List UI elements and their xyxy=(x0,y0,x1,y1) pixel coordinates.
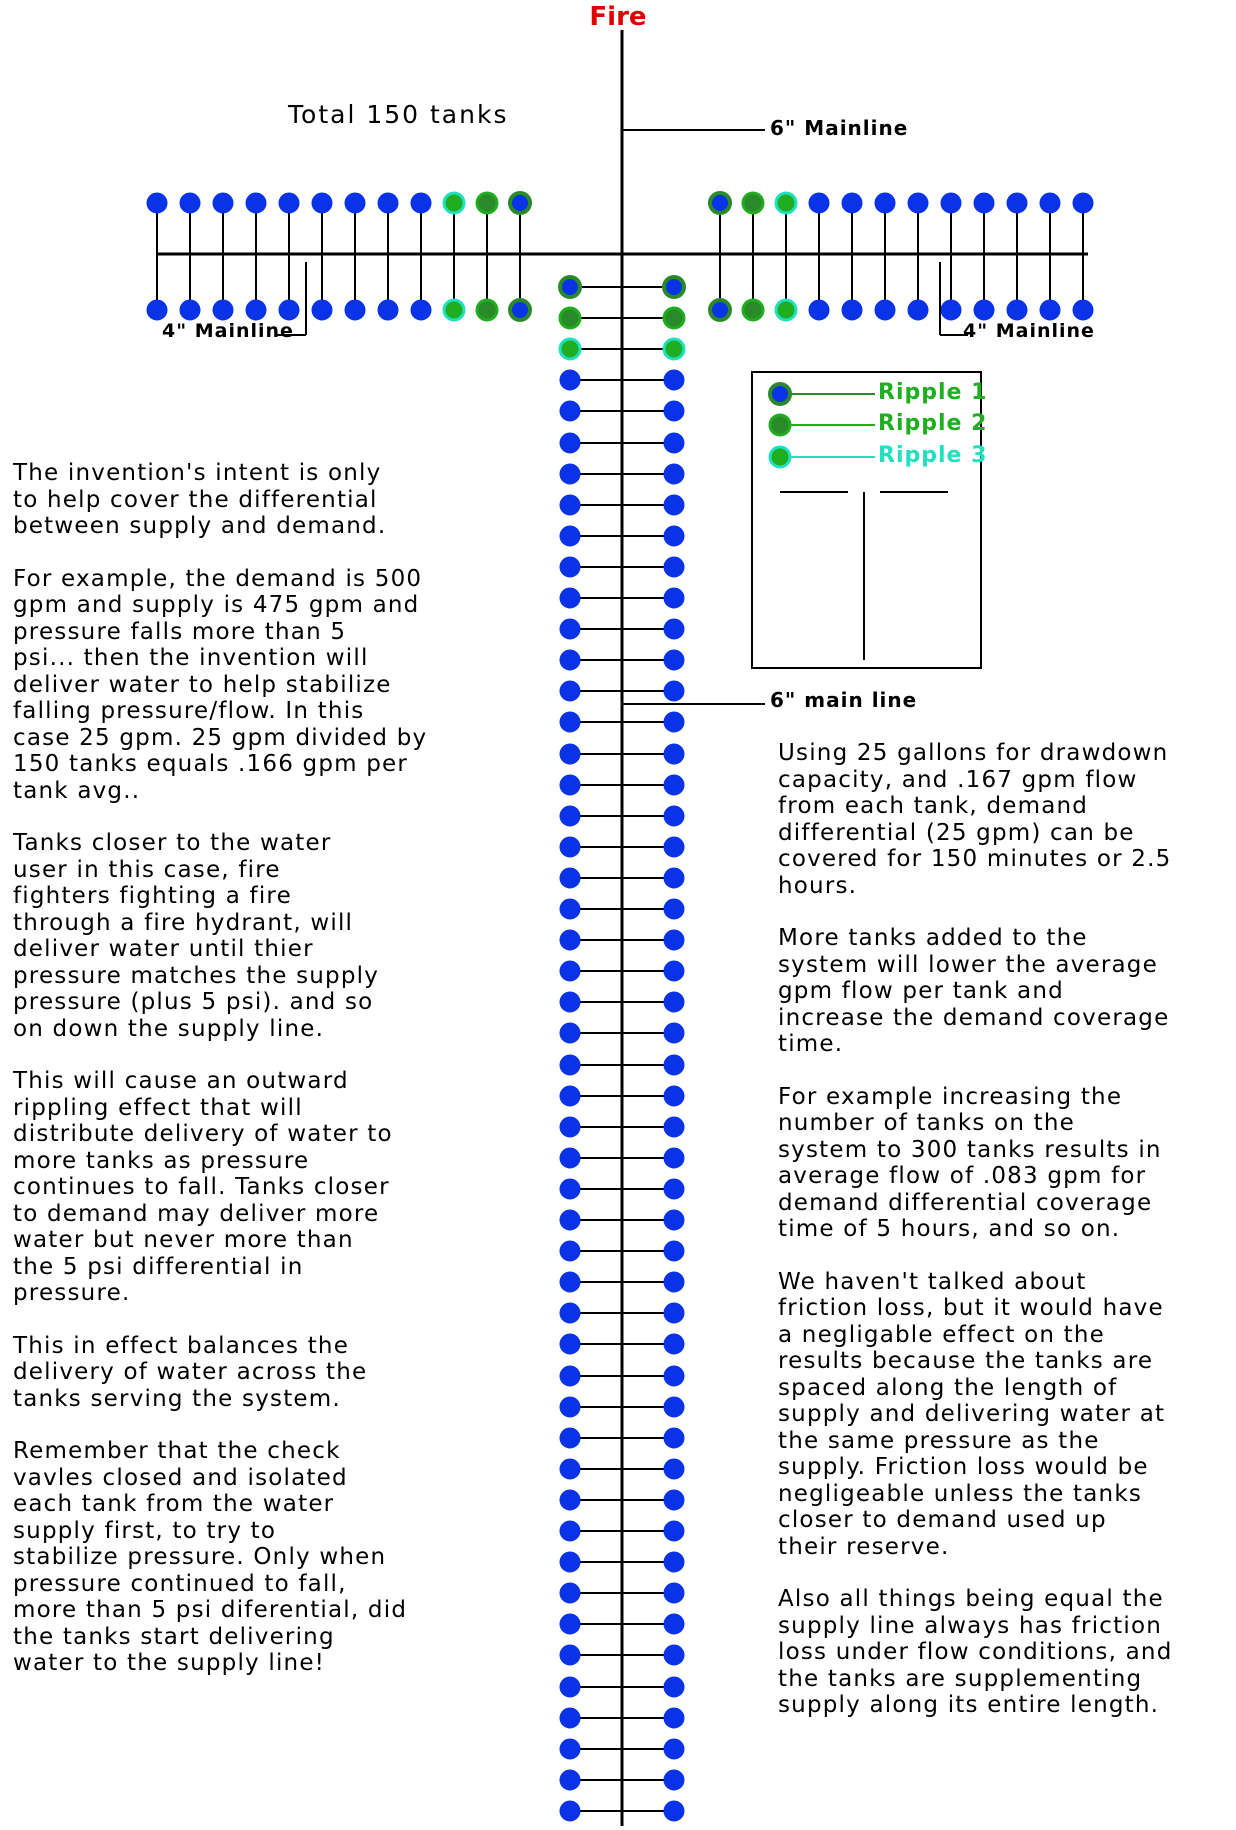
legend-ripple-2-label: Ripple 2 xyxy=(878,411,988,436)
tank xyxy=(345,193,365,213)
tank-ripple-2 xyxy=(770,415,790,435)
tank xyxy=(560,1117,580,1137)
tank-ripple-1 xyxy=(510,193,530,213)
tank xyxy=(664,1366,684,1386)
tank xyxy=(1040,193,1060,213)
total-tanks-label: Total 150 tanks xyxy=(288,100,509,129)
tank xyxy=(664,744,684,764)
right-explanation-text xyxy=(778,740,1233,1745)
tank xyxy=(974,193,994,213)
tank xyxy=(664,464,684,484)
tank xyxy=(560,1334,580,1354)
tank xyxy=(560,1055,580,1075)
tank xyxy=(560,837,580,857)
tank xyxy=(664,1708,684,1728)
tank xyxy=(378,193,398,213)
tank xyxy=(560,1645,580,1665)
left-explanation-text xyxy=(13,460,483,1703)
left-paragraph: The invention's intent is only to help cover the differential between supply and demand. xyxy=(13,460,387,539)
left-paragraph: Tanks closer to the water user in this case, fire fighters fighting a fire through a fire hydrant, will deliver water until thier pressure matches the supply pressure (plus 5 psi). and so on down the supply line. xyxy=(13,830,380,1042)
tank xyxy=(560,619,580,639)
tank xyxy=(664,961,684,981)
tank xyxy=(664,1801,684,1821)
tank xyxy=(974,300,994,320)
tank xyxy=(560,1583,580,1603)
tank xyxy=(664,1397,684,1417)
tank xyxy=(560,1086,580,1106)
tank xyxy=(664,1739,684,1759)
tank xyxy=(560,464,580,484)
tank xyxy=(664,930,684,950)
tank xyxy=(664,1303,684,1323)
tank xyxy=(560,992,580,1012)
tank xyxy=(560,495,580,515)
tank xyxy=(279,193,299,213)
tank xyxy=(560,1770,580,1790)
left-paragraph: This in effect balances the delivery of water across the tanks serving the system. xyxy=(13,1332,368,1412)
right-paragraph: Using 25 gallons for drawdown capacity, and .167 gpm flow from each tank, demand differential (25 gpm) can be covered for 150 minutes or 2.5 hours. xyxy=(778,740,1172,899)
tank xyxy=(842,193,862,213)
tank xyxy=(664,1210,684,1230)
tank xyxy=(664,495,684,515)
tank xyxy=(560,557,580,577)
tank xyxy=(664,681,684,701)
tank-ripple-3 xyxy=(664,339,684,359)
tank xyxy=(842,300,862,320)
tank xyxy=(664,557,684,577)
tank xyxy=(560,1210,580,1230)
tank xyxy=(345,300,365,320)
tank-ripple-1 xyxy=(710,300,730,320)
tank xyxy=(664,1552,684,1572)
right-paragraph: For example increasing the number of tanks on the system to 300 tanks results in average flow of .083 gpm for demand differential coverage time of 5 hours, and so on. xyxy=(778,1083,1162,1242)
tank xyxy=(664,837,684,857)
left-paragraph: Remember that the check vavles closed and isolated each tank from the water supply first, to try to stabilize pressure. Only when pressure continued to fall, more than 5 psi diferential, did the tanks start delivering water to the supply line! xyxy=(13,1438,408,1676)
tank xyxy=(213,300,233,320)
tank xyxy=(664,588,684,608)
tank xyxy=(664,401,684,421)
tank-ripple-1 xyxy=(710,193,730,213)
tank xyxy=(1073,300,1093,320)
tank xyxy=(1040,300,1060,320)
tank-ripple-1 xyxy=(560,277,580,297)
tank xyxy=(664,868,684,888)
mainline-4in-right-label: 4" Mainline xyxy=(963,320,1095,342)
tank xyxy=(908,193,928,213)
tank xyxy=(664,1055,684,1075)
tank xyxy=(664,1645,684,1665)
tank xyxy=(664,650,684,670)
tank xyxy=(560,588,580,608)
tank xyxy=(560,775,580,795)
tank-ripple-2 xyxy=(743,193,763,213)
tank xyxy=(664,806,684,826)
tank xyxy=(411,193,431,213)
tank xyxy=(664,775,684,795)
tank-ripple-3 xyxy=(776,300,796,320)
tank xyxy=(560,1708,580,1728)
tank xyxy=(664,1614,684,1634)
tank-ripple-2 xyxy=(477,193,497,213)
tank xyxy=(664,1490,684,1510)
tank xyxy=(312,193,332,213)
tank xyxy=(664,1459,684,1479)
tank xyxy=(941,193,961,213)
tank xyxy=(664,1086,684,1106)
right-paragraph: Also all things being equal the supply line always has friction loss under flow conditions, and the tanks are supplementing supply along its entire length. xyxy=(778,1586,1173,1718)
tank-ripple-3 xyxy=(560,339,580,359)
tank xyxy=(411,300,431,320)
tank xyxy=(664,899,684,919)
tank xyxy=(560,1677,580,1697)
tank xyxy=(147,300,167,320)
tank xyxy=(664,1117,684,1137)
tank xyxy=(664,370,684,390)
tank xyxy=(560,1272,580,1292)
right-paragraph: We haven't talked about friction loss, but it would have a negligable effect on the results because the tanks are spaced along the length of supply and delivering water at the same pressure as the supply. Friction loss would be negligeable unless the tanks closer to demand used up their reserve. xyxy=(778,1268,1166,1560)
tank xyxy=(560,370,580,390)
tank xyxy=(560,961,580,981)
tank xyxy=(312,300,332,320)
tank xyxy=(560,1241,580,1261)
legend-ripple-1-label: Ripple 1 xyxy=(878,380,988,405)
tank-ripple-2 xyxy=(664,308,684,328)
tank xyxy=(664,1334,684,1354)
tank xyxy=(560,1366,580,1386)
tank xyxy=(1007,193,1027,213)
legend-ripple-3-label: Ripple 3 xyxy=(878,443,988,468)
tank-ripple-2 xyxy=(743,300,763,320)
mainline-6in-top-label: 6" Mainline xyxy=(770,116,909,140)
tank xyxy=(664,1677,684,1697)
tank xyxy=(560,712,580,732)
tank xyxy=(560,868,580,888)
tank-ripple-3 xyxy=(776,193,796,213)
tank-ripple-1 xyxy=(770,384,790,404)
tank xyxy=(560,806,580,826)
tank-ripple-1 xyxy=(510,300,530,320)
tank xyxy=(809,300,829,320)
tank-ripple-2 xyxy=(560,308,580,328)
tank-ripple-3 xyxy=(770,447,790,467)
tank xyxy=(560,899,580,919)
tank xyxy=(560,1303,580,1323)
tank xyxy=(664,1272,684,1292)
tank xyxy=(664,1583,684,1603)
tank xyxy=(246,300,266,320)
tank xyxy=(560,681,580,701)
tank xyxy=(941,300,961,320)
tank xyxy=(664,1521,684,1541)
left-paragraph: This will cause an outward rippling effect that will distribute delivery of water to more tanks as pressure continues to fall. Tanks closer to demand may deliver more water but never more than the 5 psi differential in pressure. xyxy=(13,1068,393,1306)
tank-ripple-3 xyxy=(444,193,464,213)
tank xyxy=(1073,193,1093,213)
tank-ripple-3 xyxy=(444,300,464,320)
tank xyxy=(560,1428,580,1448)
tank xyxy=(875,193,895,213)
tank xyxy=(560,526,580,546)
fire-label: Fire xyxy=(589,2,647,32)
tank xyxy=(664,712,684,732)
tank xyxy=(147,193,167,213)
tank-ripple-1 xyxy=(664,277,684,297)
tank xyxy=(180,193,200,213)
tank xyxy=(875,300,895,320)
tank xyxy=(560,1521,580,1541)
tank xyxy=(664,526,684,546)
tank xyxy=(664,1770,684,1790)
tank xyxy=(664,1179,684,1199)
tank xyxy=(664,1023,684,1043)
tank xyxy=(560,1801,580,1821)
tank xyxy=(560,401,580,421)
tank xyxy=(560,1179,580,1199)
tank xyxy=(246,193,266,213)
tank xyxy=(560,930,580,950)
tank xyxy=(664,433,684,453)
tank xyxy=(664,1428,684,1448)
tank xyxy=(560,650,580,670)
tank xyxy=(664,1241,684,1261)
tank xyxy=(180,300,200,320)
mainline-4in-left-label: 4" Mainline xyxy=(162,320,294,342)
tank xyxy=(664,992,684,1012)
tank xyxy=(560,1739,580,1759)
tank xyxy=(279,300,299,320)
tank xyxy=(560,433,580,453)
tank xyxy=(809,193,829,213)
tank xyxy=(908,300,928,320)
tank-ripple-2 xyxy=(477,300,497,320)
tank xyxy=(560,1490,580,1510)
tank xyxy=(560,744,580,764)
right-paragraph: More tanks added to the system will lower the average gpm flow per tank and increase the demand coverage time. xyxy=(778,925,1170,1057)
tank xyxy=(560,1148,580,1168)
tank xyxy=(213,193,233,213)
mainline-6in-mid-label: 6" main line xyxy=(770,688,918,712)
tank xyxy=(560,1397,580,1417)
left-paragraph: For example, the demand is 500 gpm and supply is 475 gpm and pressure falls more than 5 psi... then the invention will deliver water to help stabilize falling pressure/flow. In this case 25 gpm. 25 gpm divided by 150 tanks equals .166 gpm per tank avg.. xyxy=(13,565,428,804)
tank xyxy=(378,300,398,320)
tank xyxy=(1007,300,1027,320)
tank xyxy=(560,1552,580,1572)
tank xyxy=(560,1023,580,1043)
tank xyxy=(664,619,684,639)
tank xyxy=(560,1459,580,1479)
tank xyxy=(664,1148,684,1168)
tank xyxy=(560,1614,580,1634)
